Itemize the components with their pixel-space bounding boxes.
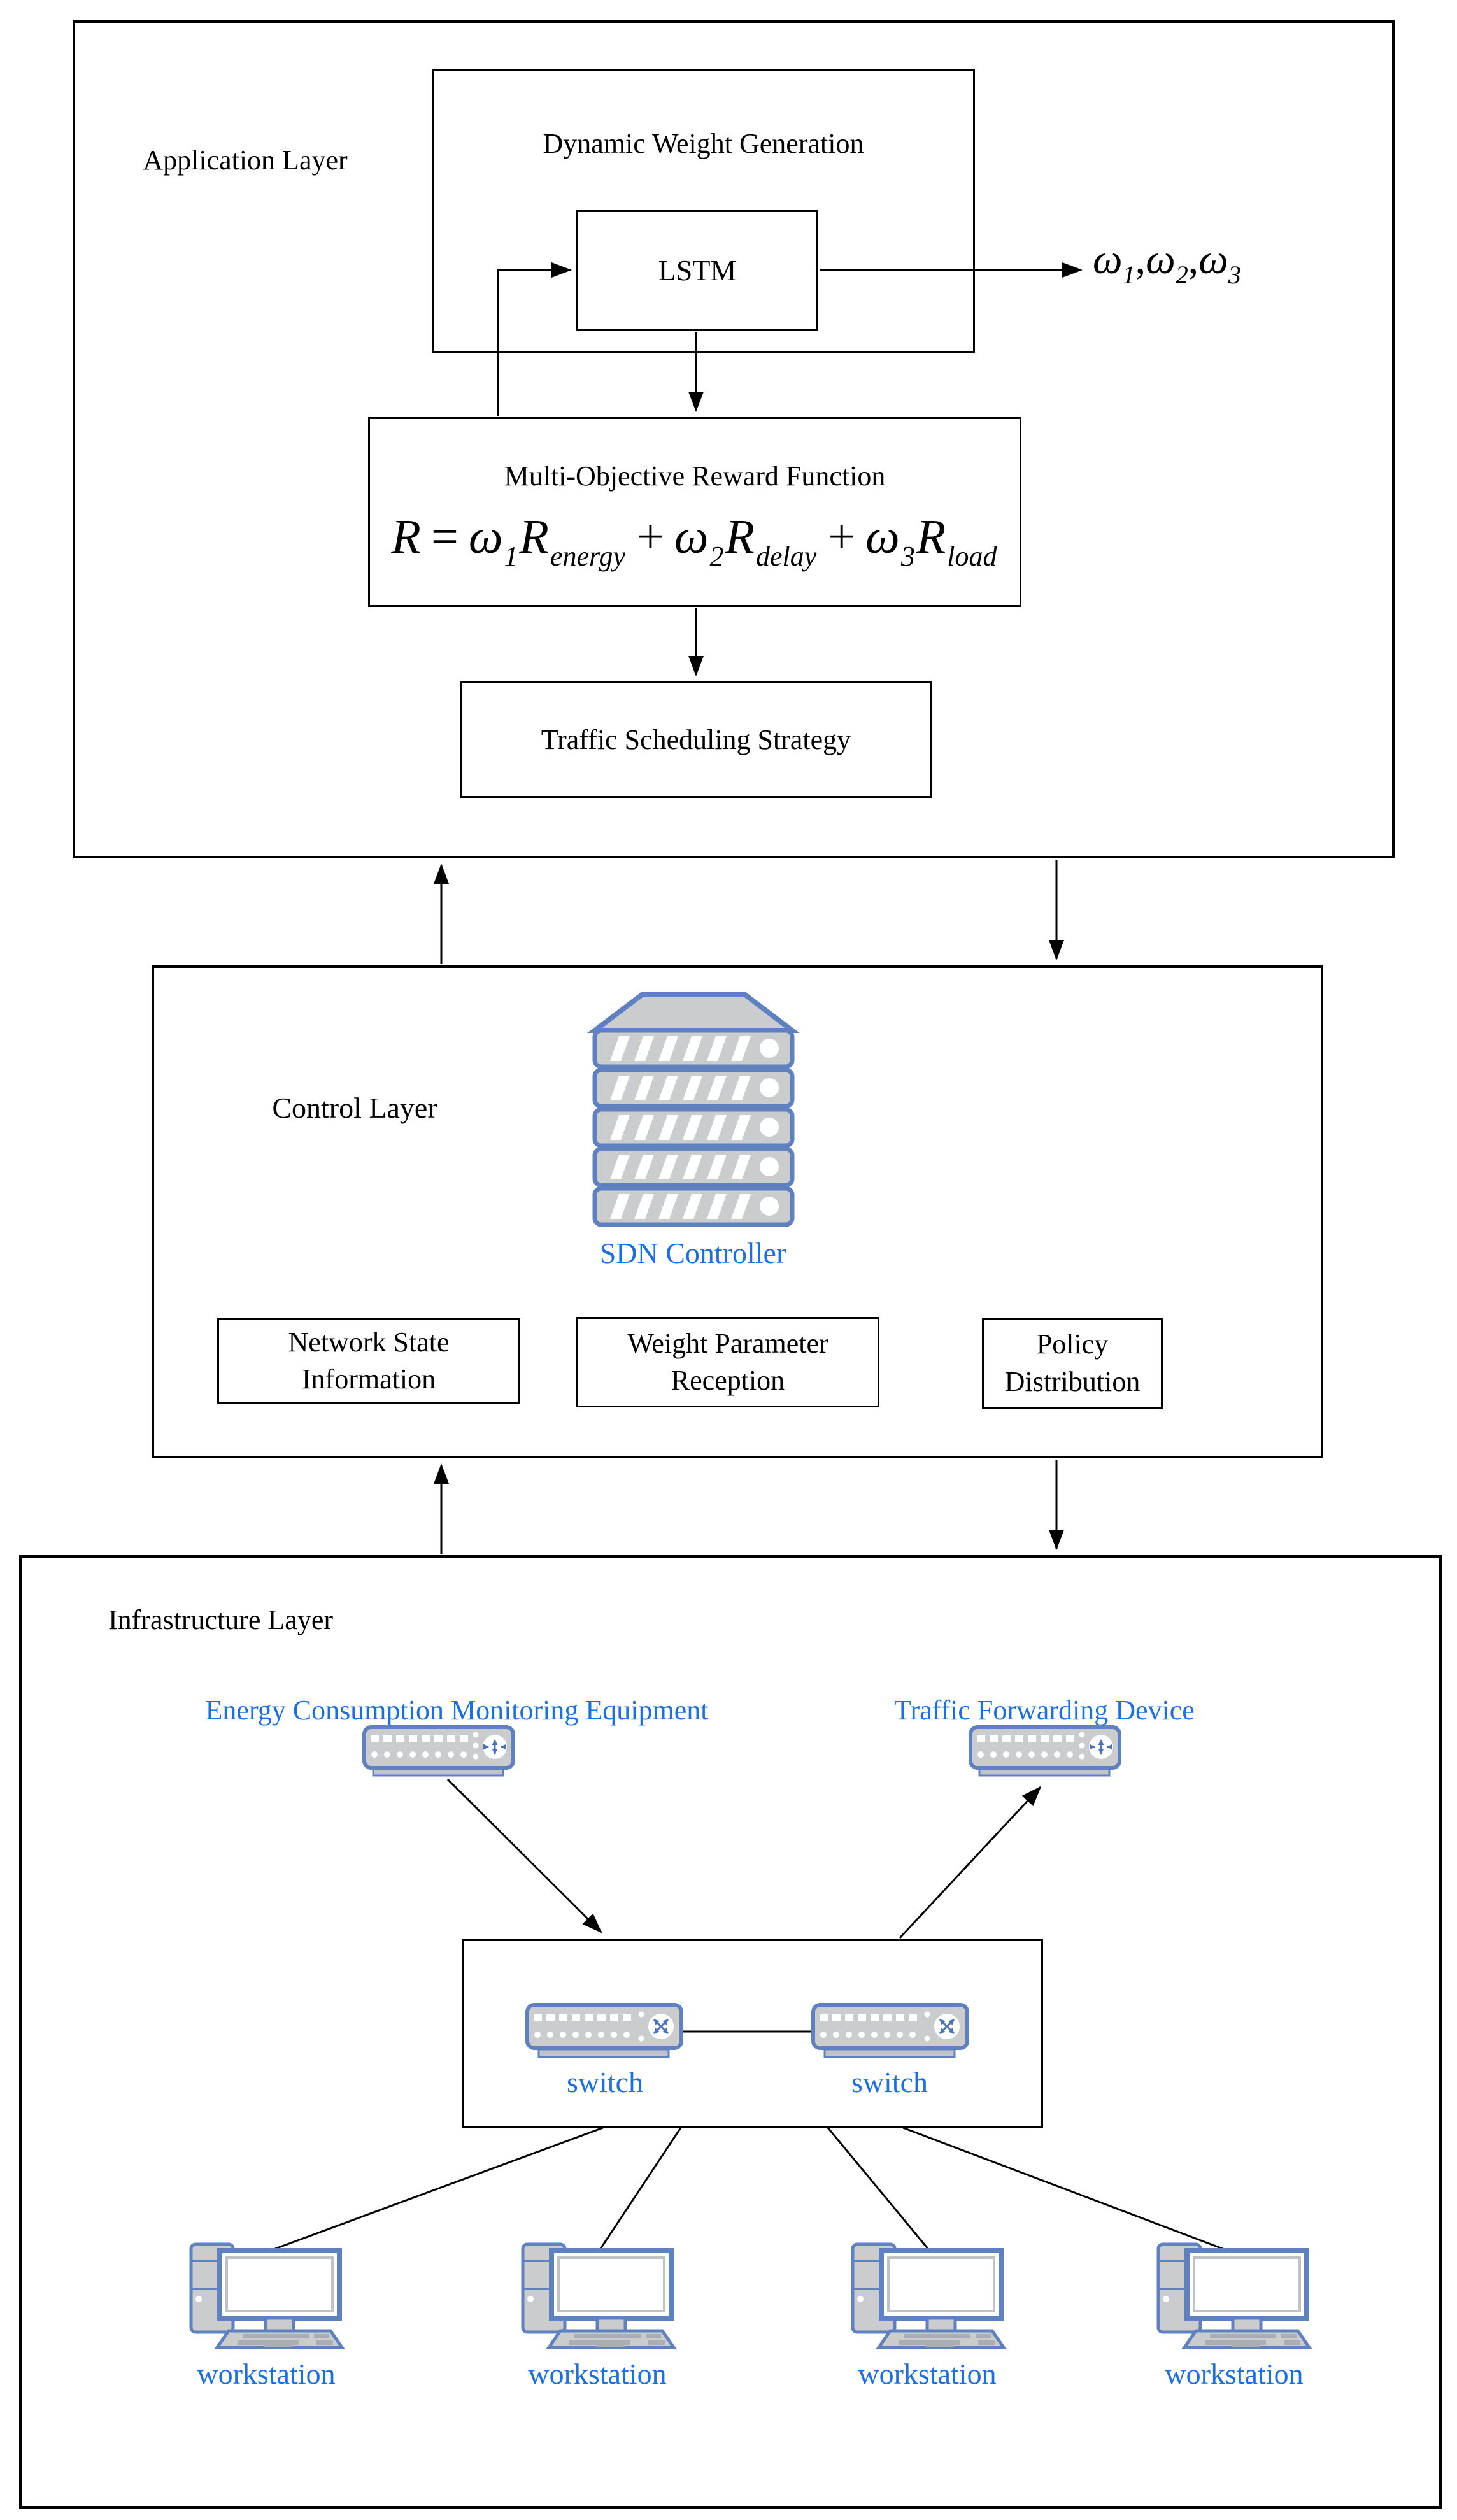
workstation-label-2: workstation — [528, 2358, 667, 2390]
workstation-label-4: workstation — [1165, 2358, 1304, 2390]
switch-label-1: switch — [566, 2066, 644, 2098]
omega-output-text: $\omega_1,\omega_2,\omega_3$ — [1093, 236, 1241, 289]
lstm-label: LSTM — [658, 253, 737, 287]
infrastructure-layer-title: Infrastructure Layer — [108, 1604, 334, 1635]
workstation-label-1: workstation — [197, 2358, 336, 2390]
network-state-information-box: Network State Information — [217, 1318, 520, 1404]
dynamic-weight-generation-title: Dynamic Weight Generation — [543, 128, 864, 159]
energy-monitoring-equipment-label: Energy Consumption Monitoring Equipment — [205, 1695, 709, 1726]
application-layer-title: Application Layer — [143, 145, 348, 176]
control-layer-title: Control Layer — [272, 1092, 437, 1124]
reward-function-title: Multi-Objective Reward Function — [504, 460, 886, 492]
workstation-label-3: workstation — [858, 2358, 997, 2390]
sdn-controller-label: SDN Controller — [599, 1237, 786, 1269]
traffic-scheduling-strategy-label: Traffic Scheduling Strategy — [541, 724, 851, 755]
switch-label-2: switch — [851, 2066, 928, 2098]
policy-distribution-box: Policy Distribution — [982, 1318, 1163, 1409]
weight-parameter-reception-box: Weight Parameter Reception — [576, 1317, 879, 1407]
traffic-scheduling-strategy-box — [460, 681, 932, 798]
reward-formula: $R = \omega_1R_{energy} + \omega_2R_{delay} + \omega_3R_{load}$ — [391, 510, 997, 572]
lstm-box — [576, 210, 818, 331]
traffic-forwarding-device-label: Traffic Forwarding Device — [894, 1695, 1195, 1726]
